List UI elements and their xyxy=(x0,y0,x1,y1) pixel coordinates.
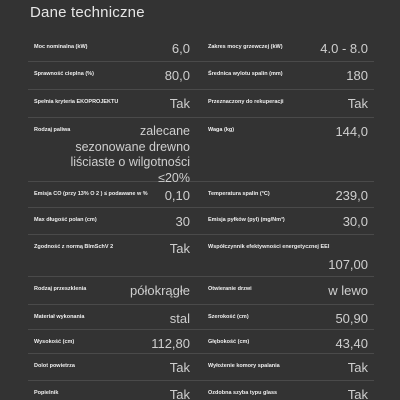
spec-row xyxy=(28,305,374,330)
spec-value: Tak xyxy=(169,387,190,400)
spec-cell xyxy=(202,62,374,89)
spec-value: 80,0 xyxy=(164,68,190,83)
spec-value: 107,00 xyxy=(328,257,368,273)
spec-value: 180 xyxy=(346,68,368,83)
spec-cell xyxy=(28,208,196,234)
spec-cell xyxy=(202,35,374,61)
spec-label: Materiał wykonania xyxy=(34,314,85,320)
spec-label: Spełnia kryteria EKOPROJEKTU xyxy=(34,99,119,105)
spec-cell xyxy=(28,118,196,185)
specs-table xyxy=(28,35,374,400)
spec-label: Dolot powietrza xyxy=(34,363,75,369)
spec-label: Przeznaczony do rekuperacji xyxy=(208,99,284,105)
spec-row xyxy=(28,62,374,90)
spec-value: Tak xyxy=(169,241,190,256)
spec-cell xyxy=(28,182,196,207)
spec-label: Emisja pyłków (pyl) (mg/Nm³) xyxy=(208,217,285,223)
spec-cell xyxy=(202,118,374,181)
spec-value: w lewo xyxy=(328,283,368,298)
spec-cell xyxy=(202,208,374,234)
section-title: Dane techniczne xyxy=(30,4,145,21)
spec-value: 43,40 xyxy=(335,336,368,351)
spec-label: Głębokość (cm) xyxy=(208,339,250,345)
spec-label: Szerokość (cm) xyxy=(208,314,249,320)
spec-label: Emisja CO (przy 13% O 2 ) ≤ podawane w % xyxy=(34,191,148,197)
spec-value: 239,0 xyxy=(335,188,368,203)
spec-value: 6,0 xyxy=(171,41,190,56)
spec-row xyxy=(28,118,374,185)
spec-value: Tak xyxy=(347,387,368,400)
spec-cell xyxy=(28,305,196,329)
spec-cell xyxy=(28,235,196,276)
spec-row xyxy=(28,381,374,400)
spec-row xyxy=(28,182,374,208)
spec-label: Średnica wylotu spalin (mm) xyxy=(208,71,283,77)
spec-value: półokrągłe xyxy=(130,283,190,298)
spec-label: Wysokość (cm) xyxy=(34,339,75,345)
spec-cell xyxy=(202,235,374,276)
spec-cell xyxy=(28,90,196,117)
spec-value: Tak xyxy=(169,360,190,375)
spec-cell xyxy=(202,381,374,400)
spec-cell xyxy=(202,277,374,304)
spec-label: Rodzaj przeszklenia xyxy=(34,286,87,292)
spec-label: Wyłożenie komory spalania xyxy=(208,363,280,369)
spec-label: Ozdobna szyba typu glass xyxy=(208,390,278,396)
spec-cell xyxy=(202,330,374,353)
spec-cell xyxy=(28,330,196,353)
spec-row xyxy=(28,354,374,381)
spec-row xyxy=(28,277,374,305)
spec-value: 112,80 xyxy=(151,336,190,351)
spec-value: Tak xyxy=(169,96,190,111)
spec-label: Max długość polan (cm) xyxy=(34,217,97,223)
spec-value: Tak xyxy=(347,360,368,375)
spec-value: 144,0 xyxy=(335,124,368,139)
spec-cell xyxy=(202,182,374,207)
spec-value: stal xyxy=(169,311,190,326)
spec-label: Waga (kg) xyxy=(208,127,235,133)
spec-cell xyxy=(202,354,374,380)
spec-label: Zakres mocy grzewczej (kW) xyxy=(208,44,283,50)
spec-label: Współczynnik efektywności energetycznej EEI xyxy=(208,244,330,250)
spec-value: 4.0 - 8.0 xyxy=(320,41,368,56)
spec-label: Otwieranie drzwi xyxy=(208,286,252,292)
spec-value: Tak xyxy=(347,96,368,111)
spec-label: Popielnik xyxy=(34,390,59,396)
spec-value: 50,90 xyxy=(335,311,368,326)
spec-value: zalecane sezonowane drewno liściaste o wilgotności ≤20% xyxy=(70,124,190,185)
spec-label: Temperatura spalin (°C) xyxy=(208,191,270,197)
spec-row xyxy=(28,330,374,354)
spec-row xyxy=(28,208,374,235)
spec-value: 30 xyxy=(175,214,190,229)
spec-cell xyxy=(28,354,196,380)
spec-row xyxy=(28,35,374,62)
spec-label: Sprawność cieplna (%) xyxy=(34,71,94,77)
spec-cell xyxy=(202,90,374,117)
spec-label: Rodzaj paliwa xyxy=(34,127,71,133)
spec-cell xyxy=(28,62,196,89)
spec-value: 30,0 xyxy=(342,214,368,229)
spec-row xyxy=(28,235,374,277)
spec-label: Moc nominalna (kW) xyxy=(34,44,88,50)
spec-row xyxy=(28,90,374,118)
spec-cell xyxy=(202,305,374,329)
spec-cell xyxy=(28,35,196,61)
spec-cell xyxy=(28,277,196,304)
spec-label: Zgodność z normą BImSchV 2 xyxy=(34,244,114,250)
spec-cell xyxy=(28,381,196,400)
spec-value: 0,10 xyxy=(164,188,190,203)
